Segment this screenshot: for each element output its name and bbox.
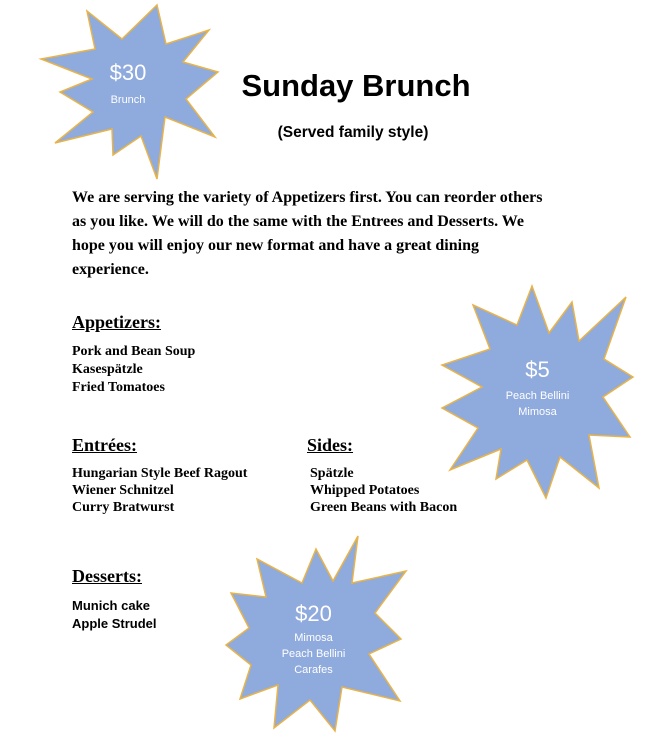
- list-item: Kasespätzle: [72, 362, 143, 377]
- badge-price: $30: [109, 60, 147, 85]
- list-item: Spätzle: [310, 466, 354, 481]
- entrees-heading: Entrées:: [72, 435, 137, 455]
- list-item: Fried Tomatoes: [72, 380, 165, 395]
- sides-heading: Sides:: [307, 435, 354, 455]
- list-item: Wiener Schnitzel: [72, 483, 174, 498]
- list-item: Munich cake: [72, 598, 151, 613]
- sides-list: [310, 465, 457, 516]
- list-item: Green Beans with Bacon: [310, 500, 458, 515]
- badge-label: Peach Bellini: [281, 648, 346, 660]
- badge-label: Peach Bellini: [505, 390, 570, 402]
- list-item: Curry Bratwurst: [72, 500, 175, 515]
- intro-paragraph: We are serving the variety of Appetizers first. You can reorder others as you like. We will do the same with the Entrees and Desserts. We hope you will enjoy our new format and have a great dining experience.: [72, 189, 543, 278]
- list-item: Apple Strudel: [72, 616, 157, 631]
- list-item: Hungarian Style Beef Ragout: [72, 466, 248, 481]
- badge-label: Carafes: [294, 664, 333, 676]
- page-subtitle: (Served family style): [277, 124, 429, 141]
- desserts-heading: Desserts:: [72, 566, 142, 586]
- appetizers-heading: Appetizers:: [72, 312, 161, 332]
- price-badge-drinks: [440, 285, 635, 500]
- badge-label: Brunch: [110, 94, 146, 106]
- price-badge-carafes: [225, 535, 410, 735]
- desserts-list: [72, 597, 157, 633]
- entrees-list: [72, 465, 247, 516]
- badge-price: $5: [525, 357, 550, 382]
- list-item: Pork and Bean Soup: [72, 344, 196, 359]
- list-item: Whipped Potatoes: [310, 483, 420, 498]
- page-title: Sunday Brunch: [241, 68, 471, 103]
- badge-label: Mimosa: [294, 632, 333, 644]
- badge-price: $20: [295, 601, 332, 626]
- badge-label: Mimosa: [518, 406, 557, 418]
- appetizers-list: [72, 343, 195, 397]
